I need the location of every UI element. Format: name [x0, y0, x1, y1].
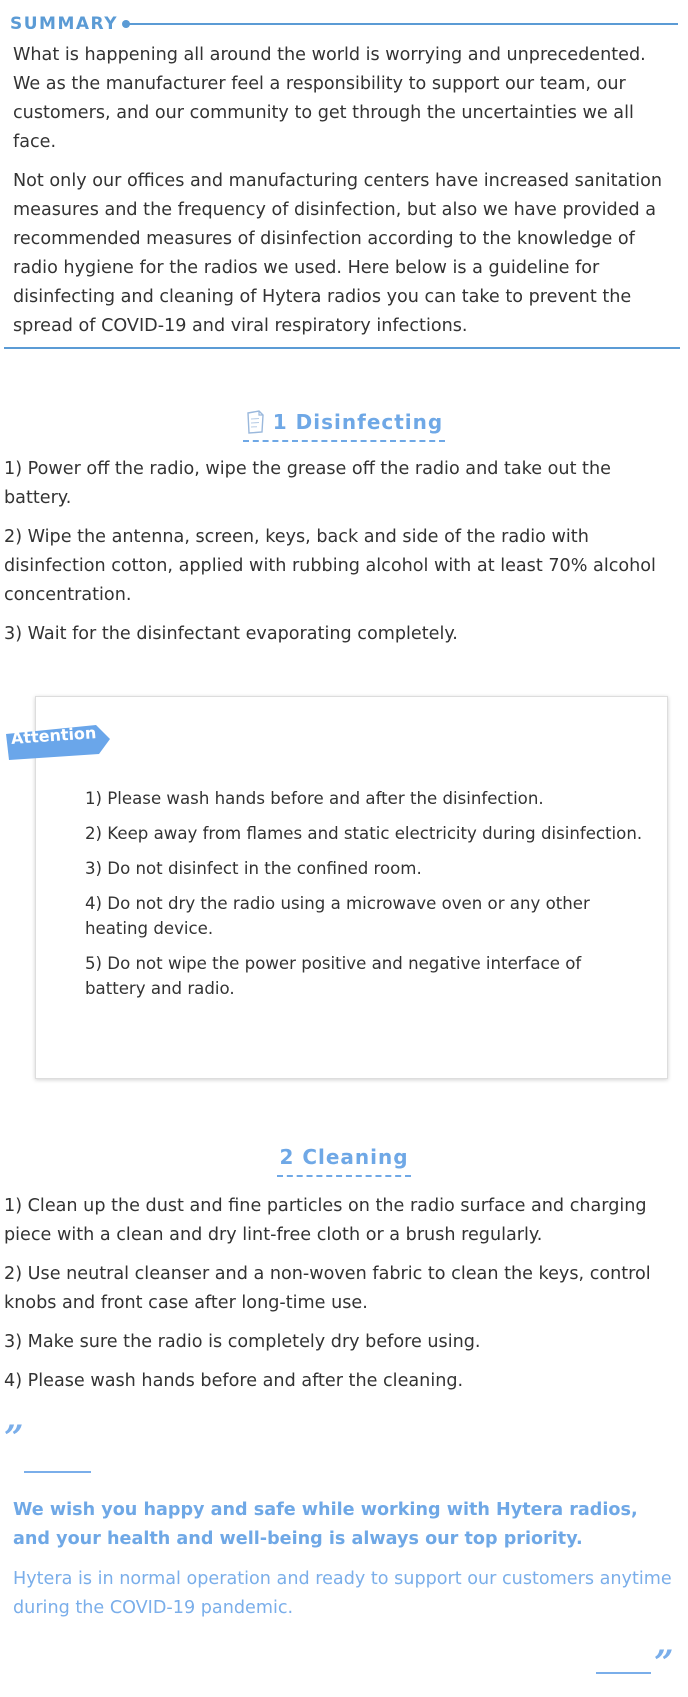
list-item: 1) Power off the radio, wipe the grease off the radio and take out the battery.	[4, 459, 611, 508]
closing-normal-text: Hytera is in normal operation and ready to support our customers anytime during the COVID-19 pandemic.	[13, 1569, 672, 1618]
closing-bold-text: We wish you happy and safe while working with Hytera radios, and your health and well-being is always our top priority.	[13, 1500, 638, 1549]
attention-tag-label: Attention	[10, 723, 97, 748]
summary-header-rule	[126, 23, 678, 25]
summary-label: SUMMARY	[10, 14, 119, 34]
list-item: 2) Use neutral cleanser and a non-woven fabric to clean the keys, control knobs and front case after long-time use.	[4, 1264, 651, 1313]
disinfecting-steps	[4, 455, 680, 649]
attention-tag	[4, 722, 110, 760]
cleaning-steps	[4, 1192, 680, 1396]
cleaning-title: 2 Cleaning	[277, 1145, 410, 1177]
list-item: 3) Wait for the disinfectant evaporating completely.	[4, 624, 458, 644]
list-item: 2) Wipe the antenna, screen, keys, back and side of the radio with disinfection cotton, applied with rubbing alcohol with at least 70% alcohol concentration.	[4, 527, 656, 605]
list-item: 4) Please wash hands before and after the cleaning.	[4, 1371, 464, 1391]
disinfecting-title-wrap	[243, 410, 445, 442]
summary-paragraph: What is happening all around the world is worrying and unprecedented. We as the manufacturer feel a responsibility to support our team, our customers, and our community to get through the uncertainties we all face.	[13, 45, 646, 152]
summary-header	[10, 13, 678, 35]
quote-rule	[24, 1471, 91, 1473]
list-item: 1) Please wash hands before and after the disinfection.	[85, 789, 544, 808]
close-quote-mark: ”	[654, 1643, 674, 1683]
document-icon	[245, 410, 265, 434]
list-item: 3) Do not disinfect in the confined room.	[85, 859, 422, 878]
summary-bottom-rule	[4, 347, 680, 349]
summary-paragraph: Not only our offices and manufacturing centers have increased sanitation measures and the frequency of disinfection, but also we have provided a recommended measures of disinfection according to the knowledge of radio hygiene for the radios we used. Here below is a guideline for disinfecting and cleaning of Hytera radios you can take to prevent the spread of COVID-19 and viral respiratory infections.	[13, 171, 663, 336]
close-quote-rule	[596, 1672, 651, 1674]
list-item: 3) Make sure the radio is completely dry before using.	[4, 1332, 481, 1352]
disinfecting-title: 1 Disinfecting	[272, 410, 444, 434]
cleaning-heading	[0, 1145, 688, 1177]
list-item: 4) Do not dry the radio using a microwave oven or any other heating device.	[85, 894, 590, 938]
attention-list	[85, 786, 645, 1001]
disinfecting-heading	[0, 410, 688, 442]
list-item: 5) Do not wipe the power positive and negative interface of battery and radio.	[85, 954, 582, 998]
list-item: 1) Clean up the dust and fine particles on the radio surface and charging piece with a clean and dry lint-free cloth or a brush regularly.	[4, 1196, 647, 1245]
summary-body	[13, 41, 673, 341]
open-quote-mark: ”	[4, 1418, 24, 1458]
list-item: 2) Keep away from flames and static electricity during disinfection.	[85, 824, 643, 843]
